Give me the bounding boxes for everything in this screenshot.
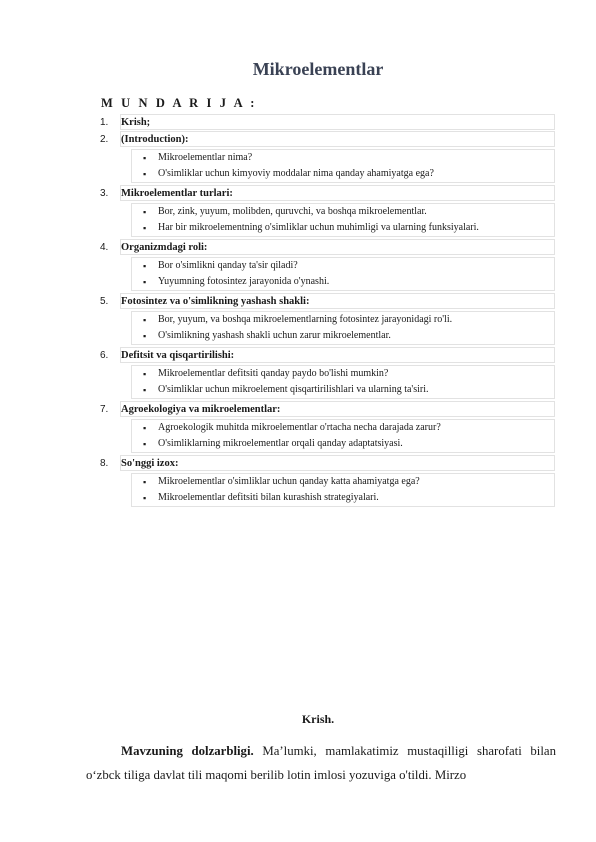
toc-subitem: [132, 258, 554, 274]
toc-subitems: [131, 203, 555, 237]
toc-subitems: [131, 257, 555, 291]
bullet-icon: ▪: [143, 477, 147, 487]
toc-subitem: [132, 328, 554, 344]
toc-subitem-text: Har bir mikroelementning o'simliklar uchun muhimligi va ularning funksiyalari.: [158, 222, 479, 233]
bullet-icon: ▪: [143, 153, 147, 163]
bullet-icon: ▪: [143, 277, 147, 287]
toc-entry-number: 3.: [100, 188, 109, 199]
toc-subitem-text: Bor o'simlikni qanday ta'sir qiladi?: [158, 260, 298, 271]
toc-subitems: [131, 365, 555, 399]
bullet-icon: ▪: [143, 493, 147, 503]
toc-entry: [100, 131, 555, 148]
toc-entry-number: 2.: [100, 134, 109, 145]
bullet-icon: ▪: [143, 315, 147, 325]
toc-entry-label: Agroekologiya va mikroelementlar:: [120, 401, 555, 417]
toc-subitems: [131, 311, 555, 345]
section-title: Krish.: [301, 712, 335, 726]
toc-subitems: [131, 419, 555, 453]
toc-subitem-text: Mikroelementlar defitsiti qanday paydo bo'lishi mumkin?: [158, 368, 389, 379]
bullet-icon: ▪: [143, 261, 147, 271]
toc-subitem-text: Mikroelementlar nima?: [158, 152, 253, 163]
toc-subitem-text: O'simliklar uchun kimyoviy moddalar nima qanday ahamiyatga ega?: [158, 168, 434, 179]
toc-heading: M U N D A R I J A :: [101, 96, 258, 110]
bullet-icon: ▪: [143, 169, 147, 179]
toc-subitem-text: Mikroelementlar defitsiti bilan kurashish strategiyalari.: [158, 492, 379, 503]
toc-subitem: [132, 490, 554, 506]
toc-subitem-text: O'simliklar uchun mikroelement qisqartirilishlari va ularning ta'siri.: [158, 384, 429, 395]
toc-entry-number: 5.: [100, 296, 109, 307]
toc-entry: [100, 239, 555, 256]
bullet-icon: ▪: [143, 439, 147, 449]
toc-subitem: [132, 366, 554, 382]
paragraph-lead: Mavzuning dolzarbligi.: [121, 744, 254, 758]
toc-entry-label: Organizmdagi roli:: [120, 239, 555, 255]
toc-subitem-text: Bor, zink, yuyum, molibden, quruvchi, va boshqa mikroelementlar.: [158, 206, 427, 217]
toc-entry-number: 7.: [100, 404, 109, 415]
toc-entry: [100, 293, 555, 310]
toc-subitem-text: O'simliklarning mikroelementlar orqali qanday adaptatsiyasi.: [158, 438, 403, 449]
toc-subitem: [132, 420, 554, 436]
toc-subitem: [132, 204, 554, 220]
toc-subitems: [131, 149, 555, 183]
bullet-icon: ▪: [143, 331, 147, 341]
toc-entry-number: 6.: [100, 350, 109, 361]
toc-subitem: [132, 166, 554, 182]
toc-subitem: [132, 382, 554, 398]
bullet-icon: ▪: [143, 369, 147, 379]
table-of-contents: [100, 114, 555, 509]
bullet-icon: ▪: [143, 423, 147, 433]
toc-subitem: [132, 220, 554, 236]
toc-entry-number: 8.: [100, 458, 109, 469]
toc-subitem-text: Mikroelementlar o'simliklar uchun qanday katta ahamiyatga ega?: [158, 476, 420, 487]
toc-entry: [100, 185, 555, 202]
toc-subitem: [132, 150, 554, 166]
bullet-icon: ▪: [143, 207, 147, 217]
bullet-icon: ▪: [143, 223, 147, 233]
toc-entry-label: So'nggi izox:: [120, 455, 555, 471]
toc-entry-label: (Introduction):: [120, 131, 555, 147]
toc-subitem: [132, 436, 554, 452]
toc-entry-label: Fotosintez va o'simlikning yashash shakli:: [120, 293, 555, 309]
toc-entry: [100, 347, 555, 364]
toc-subitem-text: Bor, yuyum, va boshqa mikroelementlarning fotosintez jarayonidagi ro'li.: [158, 314, 453, 325]
page-title: Mikroelementlar: [252, 59, 384, 79]
toc-entry-number: 1.: [100, 117, 109, 128]
toc-entry-label: Mikroelementlar turlari:: [120, 185, 555, 201]
bullet-icon: ▪: [143, 385, 147, 395]
toc-subitem: [132, 474, 554, 490]
toc-entry: [100, 114, 555, 131]
toc-entry: [100, 455, 555, 472]
toc-subitems: [131, 473, 555, 507]
toc-subitem: [132, 312, 554, 328]
paragraph-text: Ma’lumki, mamlakatimiz mustaqilligi sharofati bilan o‘zbck tiliga davlat tili maqomi berilib lotin imlosi yozuviga o'tildi. Mirzo: [86, 744, 556, 782]
toc-subitem-text: O'simlikning yashash shakli uchun zarur mikroelementlar.: [158, 330, 391, 341]
toc-entry-label: Krish;: [120, 114, 555, 130]
toc-subitem: [132, 274, 554, 290]
toc-entry-number: 4.: [100, 242, 109, 253]
toc-entry-label: Defitsit va qisqartirilishi:: [120, 347, 555, 363]
toc-subitem-text: Agroekologik muhitda mikroelementlar o'rtacha necha darajada zarur?: [158, 422, 441, 433]
toc-entry: [100, 401, 555, 418]
body-paragraph: [86, 739, 556, 787]
toc-subitem-text: Yuyumning fotosintez jarayonida o'ynashi.: [158, 276, 330, 287]
